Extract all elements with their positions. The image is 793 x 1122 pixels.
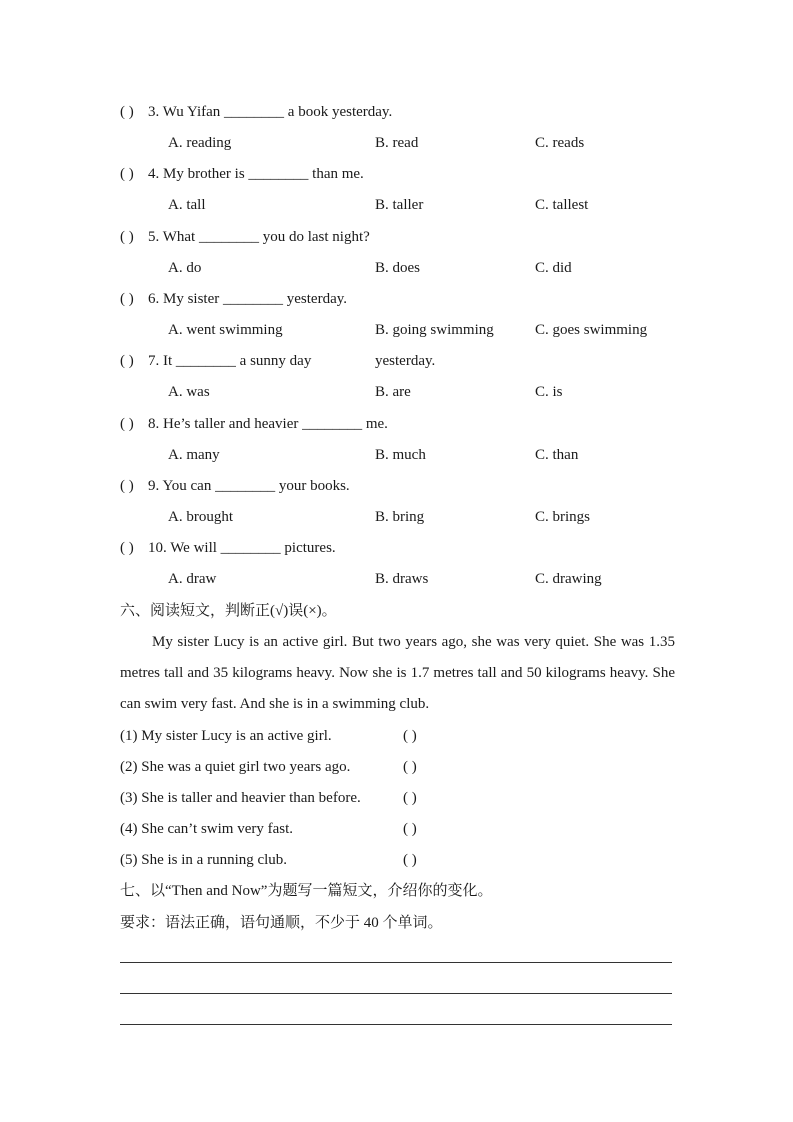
answer-paren[interactable]: ( ) (120, 104, 134, 120)
option-b: B. read (375, 135, 419, 151)
judge-paren[interactable]: ( ) (403, 852, 417, 868)
statement-1 (120, 725, 675, 747)
question-10-options (120, 568, 675, 590)
option-c: C. reads (535, 135, 585, 151)
statement-text: (1) My sister Lucy is an active girl. (120, 728, 332, 744)
question-3-options (120, 132, 675, 154)
question-7-options (120, 381, 675, 403)
option-c: C. goes swimming (535, 322, 648, 338)
question-6 (120, 288, 675, 310)
statement-text: (5) She is in a running club. (120, 852, 288, 868)
answer-paren[interactable]: ( ) (120, 540, 134, 556)
statement-3 (120, 787, 675, 809)
option-b: B. bring (375, 509, 425, 525)
option-b: B. taller (375, 197, 424, 213)
statement-text: (3) She is taller and heavier than before. (120, 790, 361, 806)
answer-paren[interactable]: ( ) (120, 353, 134, 369)
writing-line[interactable] (120, 993, 672, 994)
option-a: A. many (168, 447, 220, 463)
question-4 (120, 163, 675, 185)
question-7 (120, 350, 675, 372)
answer-paren[interactable]: ( ) (120, 478, 134, 494)
statement-5 (120, 849, 675, 871)
question-stem: 5. What ________ you do last night? (148, 229, 370, 245)
option-a: A. brought (168, 509, 233, 525)
option-c: C. drawing (535, 571, 602, 587)
answer-paren[interactable]: ( ) (120, 229, 134, 245)
option-b: B. are (375, 384, 411, 400)
question-4-options (120, 194, 675, 216)
statement-text: (2) She was a quiet girl two years ago. (120, 759, 351, 775)
option-b: B. does (375, 260, 420, 276)
section-7-requirement: 要求：语法正确，语句通顺，不少于 40 个单词。 (120, 915, 443, 931)
question-stem: 10. We will ________ pictures. (148, 540, 336, 556)
answer-paren[interactable]: ( ) (120, 166, 134, 182)
question-stem: 4. My brother is ________ than me. (148, 166, 364, 182)
question-stem: 6. My sister ________ yesterday. (148, 291, 347, 307)
question-stem: 8. He’s taller and heavier ________ me. (148, 416, 388, 432)
judge-paren[interactable]: ( ) (403, 728, 417, 744)
judge-paren[interactable]: ( ) (403, 759, 417, 775)
statement-text: (4) She can’t swim very fast. (120, 821, 294, 837)
question-5-options (120, 257, 675, 279)
question-stem: 7. It ________ a sunny day (148, 353, 312, 369)
option-c: C. brings (535, 509, 591, 525)
answer-paren[interactable]: ( ) (120, 291, 134, 307)
option-c: C. than (535, 447, 579, 463)
question-stem: 9. You can ________ your books. (148, 478, 350, 494)
option-a: A. went swimming (168, 322, 283, 338)
option-b: B. much (375, 447, 426, 463)
judge-paren[interactable]: ( ) (403, 790, 417, 806)
judge-paren[interactable]: ( ) (403, 821, 417, 837)
question-9 (120, 475, 675, 497)
question-10 (120, 537, 675, 559)
section-7-title: 七、以“Then and Now”为题写一篇短文，介绍你的变化。 (120, 883, 493, 899)
reading-passage: My sister Lucy is an active girl. But two years ago, she was very quiet. She was 1.35 metres tall and 35 kilograms heavy. Now she is 1.7 metres tall and 50 kilograms heavy. She can swim very fast. And she is in a swimming club. (120, 634, 675, 712)
option-b: B. draws (375, 571, 429, 587)
question-stem-continuation: yesterday. (375, 353, 436, 369)
question-stem: 3. Wu Yifan ________ a book yesterday. (148, 104, 393, 120)
question-5 (120, 226, 675, 248)
writing-line[interactable] (120, 962, 672, 963)
question-9-options (120, 506, 675, 528)
question-3 (120, 101, 675, 123)
question-8 (120, 413, 675, 435)
option-b: B. going swimming (375, 322, 494, 338)
statement-2 (120, 756, 675, 778)
section-6-title: 六、阅读短文，判断正(√)误(×)。 (120, 603, 337, 619)
option-a: A. reading (168, 135, 232, 151)
option-c: C. did (535, 260, 572, 276)
writing-line[interactable] (120, 1024, 672, 1025)
answer-paren[interactable]: ( ) (120, 416, 134, 432)
option-a: A. draw (168, 571, 217, 587)
question-6-options (120, 319, 675, 341)
option-c: C. is (535, 384, 563, 400)
option-c: C. tallest (535, 197, 589, 213)
question-8-options (120, 444, 675, 466)
option-a: A. tall (168, 197, 206, 213)
option-a: A. do (168, 260, 202, 276)
option-a: A. was (168, 384, 210, 400)
statement-4 (120, 818, 675, 840)
